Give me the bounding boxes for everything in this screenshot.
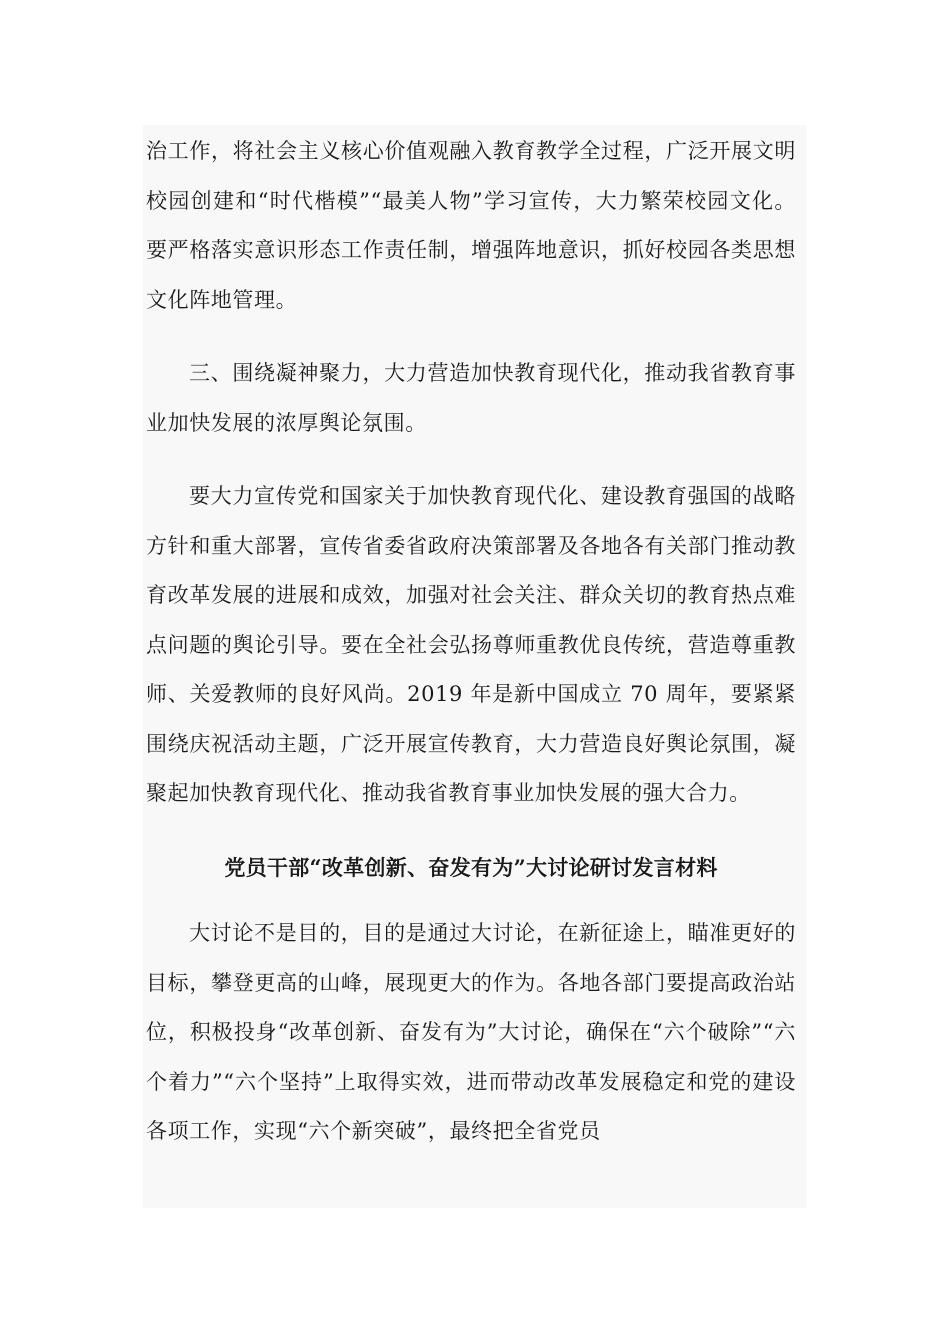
document-body: [146, 127, 796, 1157]
section-heading-three: 三、围绕凝神聚力，大力营造加快教育现代化，推动我省教育事业加快发展的浓厚舆论氛围。: [146, 361, 796, 435]
paragraph-discussion: 大讨论不是目的，目的是通过大讨论，在新征途上，瞄准更好的目标，攀登更高的山峰，展现更大的作为。各地各部门要提高政治站位，积极投身“改革创新、奋发有为”大讨论，确保在“六个破除”“六个着力”“六个坚持”上取得实效，进而带动改革发展稳定和党的建设各项工作，实现“六个新突破”，最终把全省党员: [146, 921, 796, 1143]
paragraph-continuation: 治工作，将社会主义核心价值观融入教育教学全过程，广泛开展文明校园创建和“时代楷模”“最美人物”学习宣传，大力繁荣校园文化。要严格落实意识形态工作责任制，增强阵地意识，抓好校园各类思想文化阵地管理。: [146, 139, 796, 312]
document-title: 党员干部“改革创新、奋发有为”大讨论研讨发言材料: [224, 854, 718, 880]
paragraph-education-publicity: 要大力宣传党和国家关于加快教育现代化、建设教育强国的战略方针和重大部署，宣传省委省政府决策部署及各地各有关部门推动教育改革发展的进展和成效，加强对社会关注、群众关切的教育热点难点问题的舆论引导。要在全社会弘扬尊师重教优良传统，营造尊重教师、关爱教师的良好风尚。2019 年是新中国成立 70 周年，要紧紧围绕庆祝活动主题，广泛开展宣传教育，大力营造良好舆论氛围，凝聚起加快教育现代化、推动我省教育事业加快发展的强大合力。: [146, 484, 796, 805]
